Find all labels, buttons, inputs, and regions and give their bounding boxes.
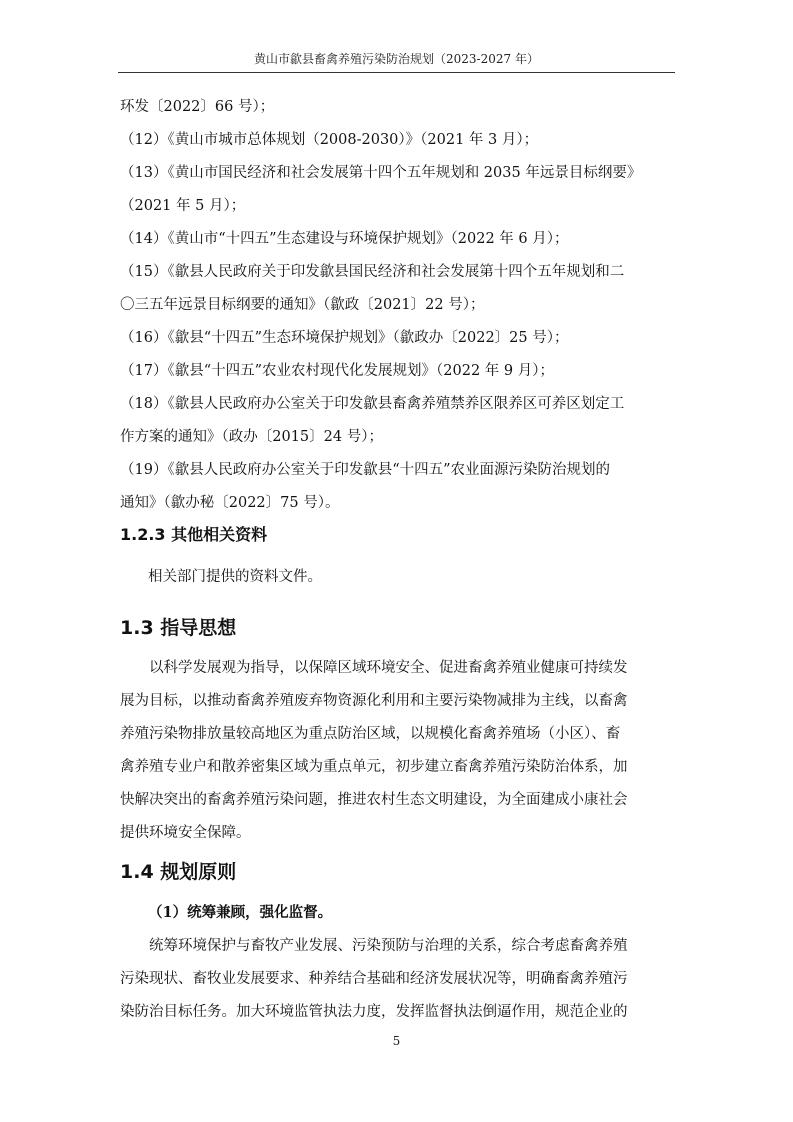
reference-line: （19）《歙县人民政府办公室关于印发歙县“十四五”农业面源污染防治规划的 [120, 462, 611, 478]
paragraph-line: 统筹环境保护与畜牧产业发展、污染预防与治理的关系，综合考虑畜禽养殖 [149, 938, 628, 954]
paragraph-line: 提供环境安全保障。 [120, 825, 251, 841]
section-heading-1-4: 1.4 规划原则 [120, 861, 237, 883]
paragraph-line: 相关部门提供的资料文件。 [148, 569, 322, 585]
paragraph-line: 展为目标，以推动畜禽养殖废弃物资源化利用和主要污染物减排为主线，以畜禽 [120, 693, 628, 709]
reference-line: （12）《黄山市城市总体规划（2008-2030）》（2021 年 3 月）； [120, 132, 539, 148]
page-number: 5 [392, 1034, 401, 1048]
reference-line: （16）《歙县“十四五”生态环境保护规划》（歙政办〔2022〕25 号）； [120, 330, 569, 346]
section-heading-1-3: 1.3 指导思想 [120, 617, 237, 639]
running-header: 黄山市歙县畜禽养殖污染防治规划（2023-2027 年） [254, 52, 539, 66]
reference-line: （13）《黄山市国民经济和社会发展第十四个五年规划和 2035 年远景目标纲要》 [120, 165, 642, 181]
paragraph-line: 以科学发展观为指导，以保障区域环境安全、促进畜禽养殖业健康可持续发 [149, 660, 628, 676]
reference-line: （15）《歙县人民政府关于印发歙县国民经济和社会发展第十四个五年规划和二 [120, 264, 625, 280]
section-heading-1-2-3: 1.2.3 其他相关资料 [120, 525, 268, 544]
paragraph-line: 污染现状、畜牧业发展要求、种养结合基础和经济发展状况等，明确畜禽养殖污 [120, 971, 628, 987]
reference-line: 〇三五年远景目标纲要的通知》（歙政〔2021〕22 号）； [120, 297, 485, 313]
paragraph-line: 养殖污染物排放量较高地区为重点防治区域，以规模化畜禽养殖场（小区）、畜 [120, 726, 621, 742]
reference-list [120, 96, 673, 511]
subheading: （1）统筹兼顾，强化监督。 [148, 904, 333, 921]
header-rule [118, 72, 675, 73]
paragraph [120, 935, 673, 1020]
reference-line: （2021 年 5 月）； [120, 198, 246, 214]
paragraph-line: 染防治目标任务。加大环境监管执法力度，发挥监督执法倒逼作用，规范企业的 [120, 1004, 628, 1020]
paragraph-line: 快解决突出的畜禽养殖污染问题，推进农村生态文明建设，为全面建成小康社会 [120, 792, 628, 808]
paragraph [120, 657, 673, 857]
reference-line: 环发〔2022〕66 号）； [120, 99, 275, 115]
reference-line: （14）《黄山市“十四五”生态建设与环境保护规划》（2022 年 6 月）； [120, 231, 569, 247]
reference-line: （17）《歙县“十四五”农业农村现代化发展规划》（2022 年 9 月）； [120, 363, 554, 379]
reference-line: 作方案的通知》（政办〔2015〕24 号）； [120, 429, 383, 445]
reference-line: 通知》（歙办秘〔2022〕75 号）。 [120, 495, 340, 511]
paragraph-line: 禽养殖专业户和散养密集区域为重点单元，初步建立畜禽养殖污染防治体系，加 [120, 759, 628, 775]
reference-line: （18）《歙县人民政府办公室关于印发歙县畜禽养殖禁养区限养区可养区划定工 [120, 396, 625, 412]
